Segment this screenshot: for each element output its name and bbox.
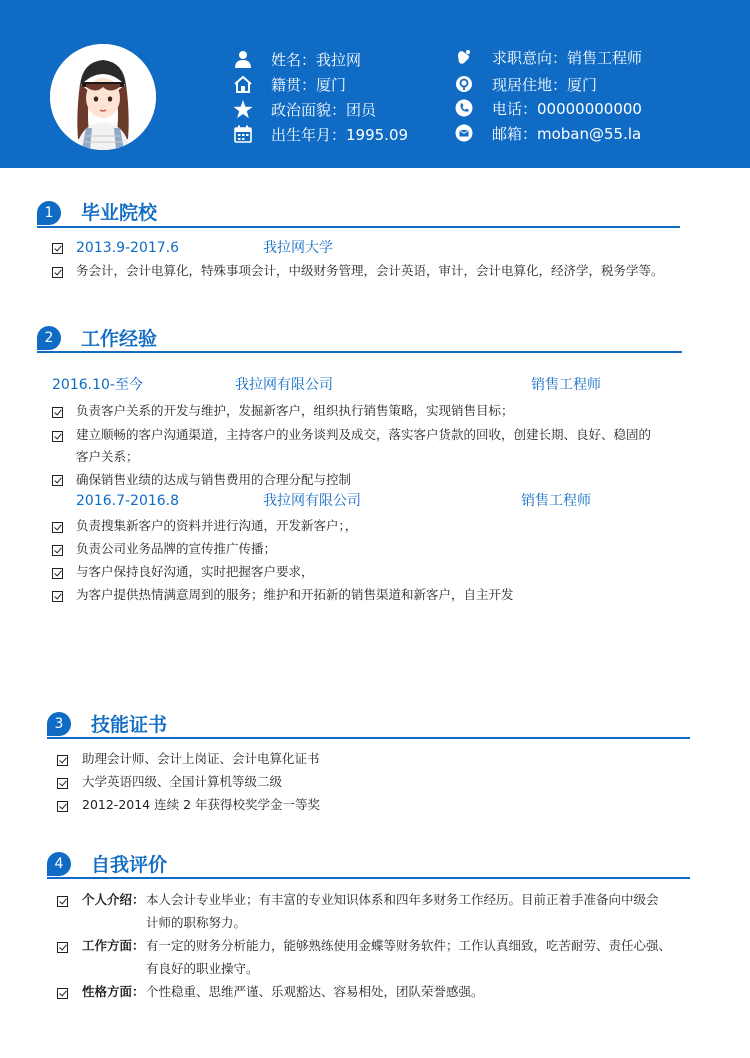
job1-position: 销售工程师	[531, 377, 601, 393]
self-intro-text: 本人会计专业毕业；有丰富的专业知识体系和四年多财务工作经历。目前正着手准备向中级会	[146, 892, 659, 907]
checkbox-icon	[52, 475, 63, 486]
self-intro-label: 个人介绍：	[82, 892, 145, 907]
job2-duty: 负责搜集新客户的资料并进行沟通，开发新客户；，	[76, 518, 358, 533]
checkbox-icon	[52, 407, 63, 418]
phone-icon	[453, 98, 475, 118]
self-work-text-continued: 有良好的职业操守。	[146, 961, 259, 976]
section-title-work: 工作经验	[81, 328, 158, 350]
checkbox-icon	[52, 431, 63, 442]
self-intro-text-continued: 计师的职称努力。	[146, 915, 247, 930]
job1-duty: 确保销售业绩的达成与销售费用的合理分配与控制	[76, 472, 352, 487]
checkbox-icon	[57, 896, 68, 907]
section-title-education: 毕业院校	[81, 202, 158, 224]
checkbox-icon	[52, 545, 63, 556]
checkbox-icon	[52, 243, 63, 254]
profile-residence: 现居住地：厦门	[453, 74, 597, 94]
profile-hometown: 籍贯：厦门	[232, 74, 346, 94]
job2-company: 我拉网有限公司	[263, 493, 361, 509]
section-title-skills: 技能证书	[91, 714, 168, 736]
calendar-icon	[232, 124, 254, 144]
checkbox-icon	[57, 755, 68, 766]
person-icon	[232, 49, 254, 69]
section-divider	[37, 351, 682, 353]
profile-political: 政治面貌：团员	[232, 99, 376, 119]
profile-birth: 出生年月：1995.09	[232, 124, 408, 144]
checkbox-icon	[52, 522, 63, 533]
profile-intention: 求职意向：销售工程师	[453, 47, 642, 67]
self-character-text: 个性稳重、思维严谨、乐观豁达、容易相处，团队荣誉感强。	[146, 984, 484, 999]
mail-icon	[453, 123, 475, 143]
checkbox-icon	[57, 778, 68, 789]
checkbox-icon	[57, 988, 68, 999]
resume-header	[0, 0, 750, 168]
skill-item: 助理会计师、会计上岗证、会计电算化证书	[82, 751, 320, 766]
hand-icon	[453, 47, 475, 67]
job1-duty-continued: 客户关系；	[76, 449, 139, 464]
section-number-skills: 3	[47, 712, 71, 736]
education-courses: 务会计，会计电算化，特殊事项会计，中级财务管理，会计英语，审计，会计电算化，经济学，税务学等。	[76, 263, 664, 278]
section-divider	[47, 737, 690, 739]
section-divider	[37, 226, 680, 228]
location-pin-icon	[453, 74, 475, 94]
checkbox-icon	[52, 267, 63, 278]
job1-duty: 负责客户关系的开发与维护，发掘新客户，组织执行销售策略，实现销售目标；	[76, 403, 514, 418]
education-period: 2013.9-2017.6	[76, 240, 180, 256]
job2-position: 销售工程师	[521, 493, 591, 509]
section-number-education: 1	[37, 201, 61, 225]
checkbox-icon	[57, 801, 68, 812]
self-work-text: 有一定的财务分析能力，能够熟练使用金蝶等财务软件；工作认真细致，吃苦耐劳、责任心强、	[146, 938, 672, 953]
profile-avatar	[50, 44, 156, 150]
section-number-work: 2	[37, 326, 61, 350]
job1-company: 我拉网有限公司	[235, 377, 333, 393]
section-title-self: 自我评价	[91, 854, 168, 876]
checkbox-icon	[52, 568, 63, 579]
education-school: 我拉网大学	[263, 240, 333, 256]
section-number-self: 4	[47, 852, 71, 876]
job2-duty: 负责公司业务品牌的宣传推广传播；	[76, 541, 277, 556]
self-character-label: 性格方面：	[82, 984, 145, 999]
section-divider	[47, 877, 690, 879]
job2-duty: 为客户提供热情满意周到的服务；维护和开拓新的销售渠道和新客户，自主开发	[76, 587, 514, 602]
checkbox-icon	[52, 591, 63, 602]
job1-duty: 建立顺畅的客户沟通渠道，主持客户的业务谈判及成交，落实客户货款的回收，创建长期、良好、稳固的	[76, 427, 652, 442]
job1-period: 2016.10-至今	[52, 377, 143, 393]
skill-item: 大学英语四级、全国计算机等级二级	[82, 774, 283, 789]
job2-period: 2016.7-2016.8	[76, 493, 180, 509]
job2-duty: 与客户保持良好沟通，实时把握客户要求，	[76, 564, 314, 579]
profile-phone: 电话：00000000000	[453, 98, 642, 118]
star-icon	[232, 99, 254, 119]
profile-name: 姓名：我拉网	[232, 49, 361, 69]
skill-item: 2012-2014 连续 2 年获得校奖学金一等奖	[82, 797, 321, 812]
home-icon	[232, 74, 254, 94]
checkbox-icon	[57, 942, 68, 953]
profile-email: 邮箱：moban@55.la	[453, 123, 641, 143]
self-work-label: 工作方面：	[82, 938, 145, 953]
